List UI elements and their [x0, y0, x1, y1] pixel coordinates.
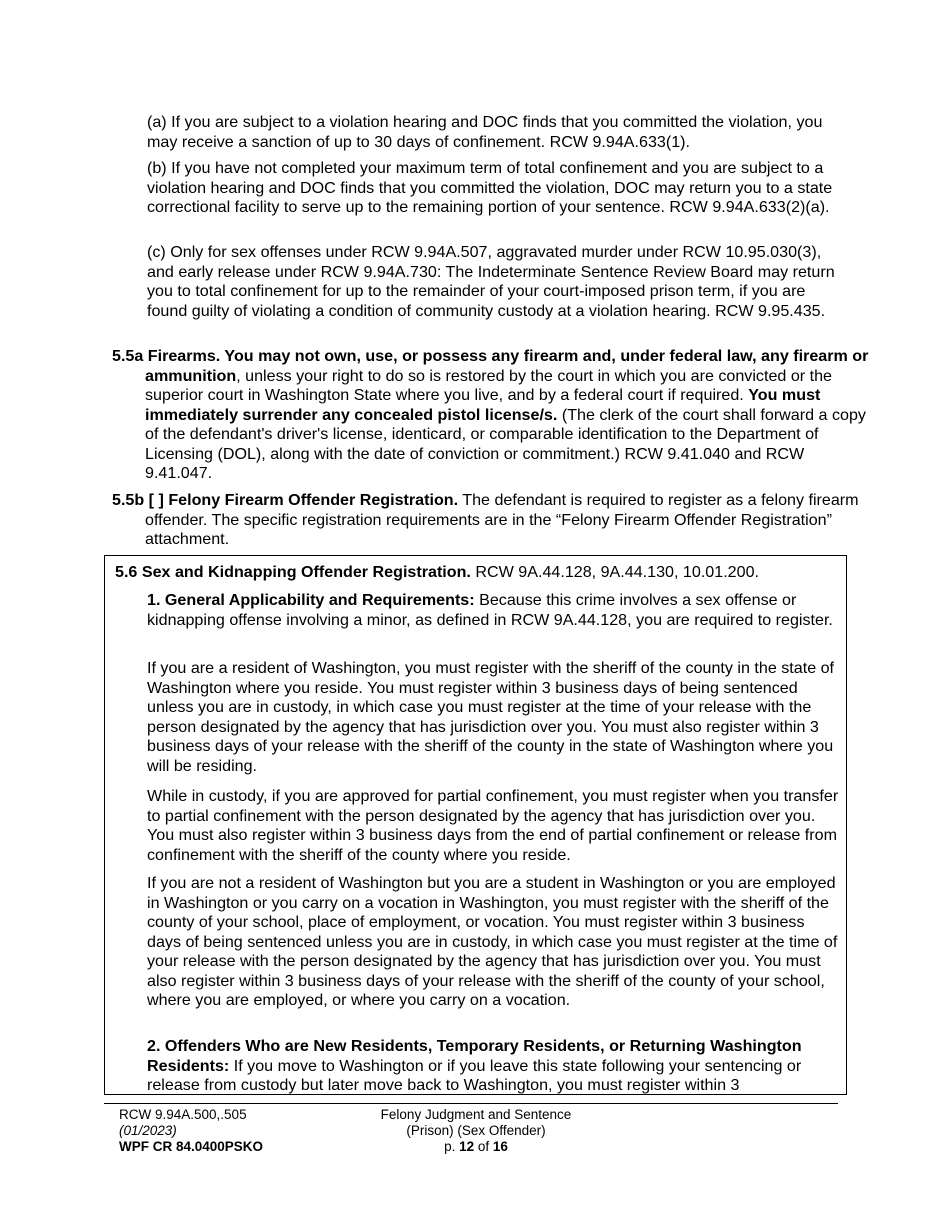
felony-firearm-heading: 5.5b [ ] Felony Firearm Offender Registration. [112, 491, 459, 509]
new-residents-heading: 2. Offenders Who are New Residents, Temporary Residents, or Returning Washington Residents: [147, 1037, 802, 1075]
section-5-5a-firearms [112, 347, 875, 484]
felony-firearm-text: The defendant is required to register as a felony firearm offender. The specific registration requirements are in the “Felony Firearm Offender Registration” attachment. [145, 491, 859, 548]
paragraph-b: (b) If you have not completed your maximum term of total confinement and you are subject to a violation hearing and DOC finds that you committed the violation, DOC may return you to a state correctional facility to serve up to the remaining portion of your sentence. RCW 9.94A.633(2)(a). [147, 159, 833, 216]
general-applicability-text: Because this crime involves a sex offense or kidnapping offense involving a minor, as defined in RCW 9A.44.128, you are required to register. [147, 591, 833, 629]
paragraph-c: (c) Only for sex offenses under RCW 9.94A.507, aggravated murder under RCW 10.95.030(3), and early release under RCW 9.94A.730: The Indeterminate Sentence Review Board may return you to total confinement for up to the remainder of your court-imposed prison term, if you are found guilty of violating a condition of community custody at a violation hearing. RCW 9.95.435. [147, 243, 835, 320]
footer-page-number [360, 1139, 592, 1155]
footer-form-number: WPF CR 84.0400PSKO [119, 1139, 264, 1154]
footer-rcw: RCW 9.94A.500,.505 [119, 1107, 247, 1122]
new-residents-paragraph [147, 1037, 841, 1096]
page-prefix: p. [444, 1139, 460, 1154]
section-5-6-title: 5.6 Sex and Kidnapping Offender Registration. [115, 563, 471, 581]
section-5-6-citation: RCW 9A.44.128, 9A.44.130, 10.01.200. [470, 563, 759, 581]
resident-paragraph: If you are a resident of Washington, you must register with the sheriff of the county in the state of Washington where you reside. You must register within 3 business days of being sentenced unless you are in custody, in which case you must register at the time of your release with the person designated by the agency that has jurisdiction over you. You must also register within 3 business days of your release with the sheriff of the county in the state of Washington where you will be residing. [147, 659, 835, 775]
footer-form-date: (01/2023) [119, 1123, 177, 1138]
firearms-surrender-notice: You must immediately surrender any concealed pistol license/s. [145, 386, 821, 424]
custody-paragraph: While in custody, if you are approved for partial confinement, you must register when you transfer to partial confinement with the person designated by the agency that has jurisdiction over you. You must also register within 3 business days from the end of partial confinement or release from confinement with the sheriff of the county where you reside. [147, 787, 839, 864]
page-of: of [474, 1139, 493, 1154]
section-5-5b-felony-firearm-registration [112, 491, 875, 550]
footer-center [360, 1107, 592, 1155]
firearms-text-2: (The clerk of the court shall forward a copy of the defendant's driver's license, identicard, or comparable identification to the Department of Licensing (DOL), along with the date of conviction or commitment.) RCW 9.41.040 and RCW 9.41.047. [145, 405, 866, 482]
footer-divider [104, 1103, 838, 1104]
new-residents-text: If you move to Washington or if you leave this state following your sentencing or release from custody but later move back to Washington, you must register within 3 [147, 1056, 802, 1094]
firearms-heading: 5.5a Firearms. You may not own, use, or possess any firearm and, under federal law, any firearm or ammunition [112, 347, 869, 385]
footer-left [119, 1107, 263, 1155]
section-5-6-heading [115, 563, 840, 583]
firearms-text-1: , unless your right to do so is restored by the court in which you are convicted or the superior court in Washington State where you live, and by a federal court if required. [145, 366, 832, 404]
paragraph-a: (a) If you are subject to a violation hearing and DOC finds that you committed the violation, you may receive a sanction of up to 30 days of confinement. RCW 9.94A.633(1). [147, 113, 823, 151]
general-applicability-paragraph [147, 591, 841, 630]
general-applicability-heading: 1. General Applicability and Requirements: [147, 591, 475, 609]
page-total: 16 [492, 1139, 508, 1154]
page-current: 12 [459, 1139, 475, 1154]
nonresident-paragraph: If you are not a resident of Washington but you are a student in Washington or you are employed in Washington or you carry on a vocation in Washington, you must register with the sheriff of the county of your school, place of employment, or vocation. You must register within 3 business days of being sentenced unless you are in custody, in which case you must register at the time of your release with the person designated by the agency that has jurisdiction over you. You must also register within 3 business days of your release with the sheriff of the county of your school, where you are employed, or where you carry on a vocation. [147, 874, 838, 1009]
footer-document-subtitle: (Prison) (Sex Offender) [406, 1123, 546, 1138]
footer-document-title: Felony Judgment and Sentence [380, 1107, 572, 1122]
